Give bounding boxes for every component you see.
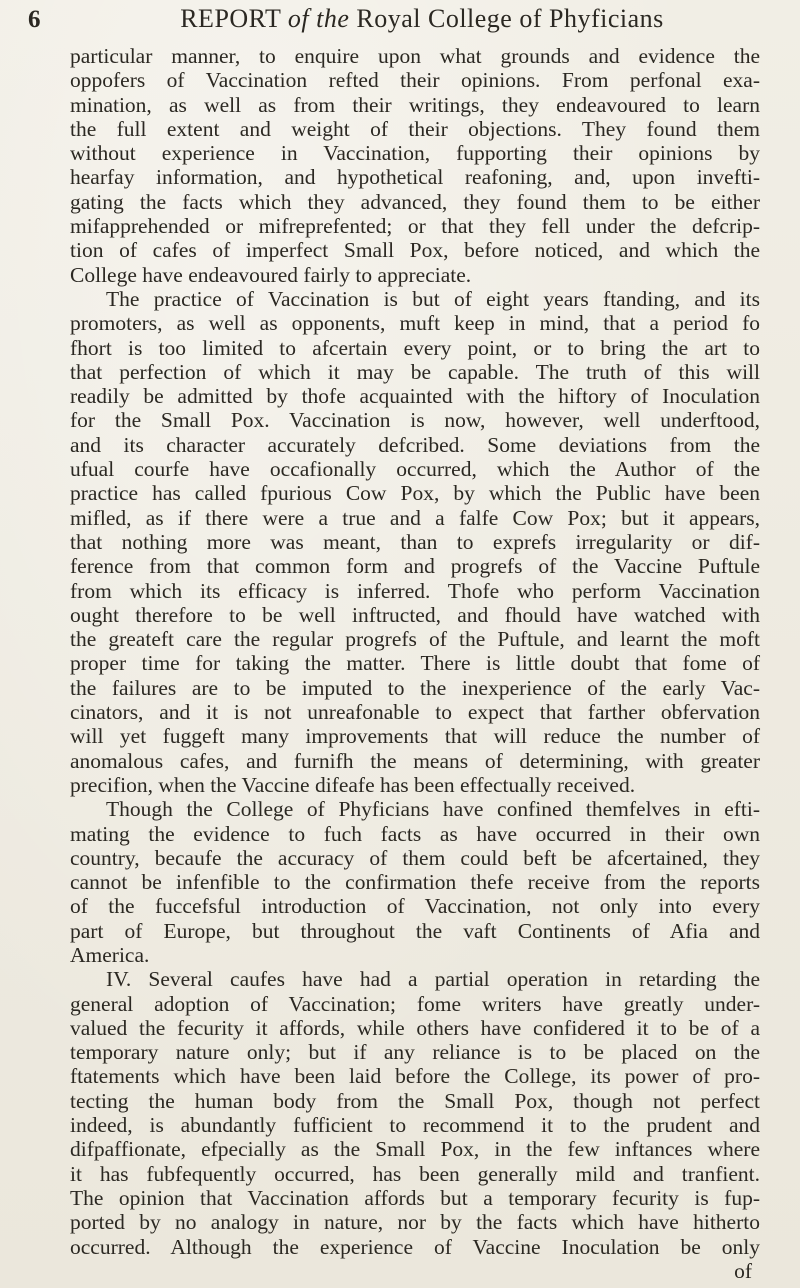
text-line: indeed, is abundantly fufficient to recommend it to the prudent and [70,1113,760,1138]
text-line: will yet fuggeft many improvements that will reduce the number of [70,724,760,749]
text-line: promoters, as well as opponents, muft keep in mind, that a period fo [70,311,760,336]
text-line: cinators, and it is not unreafonable to expect that farther obfervation [70,700,760,725]
text-line: gating the facts which they advanced, they found them to be either [70,189,760,214]
text-line: from which its efficacy is inferred. Thofe who perform Vaccination [70,578,760,603]
page-header [28,4,776,44]
text-line: that perfection of which it may be capable. The truth of this will [70,359,760,384]
text-line: ference from that common form and progrefs of the Vaccine Puftule [70,554,760,579]
text-line: of the fuccefsful introduction of Vaccination, not only into every [70,894,760,919]
text-line: IV. Several caufes have had a partial operation in retarding the [106,967,760,992]
text-line: College have endeavoured fairly to appreciate. [70,262,472,287]
text-line: precifion, when the Vaccine difeafe has been effectually received. [70,772,636,797]
text-line: anomalous cafes, and furnifh the means of determining, with greater [70,748,760,773]
text-line: part of Europe, but throughout the vaft Continents of Afia and [70,918,760,943]
text-line: the failures are to be imputed to the inexperience of the early Vac- [70,675,760,700]
text-line: readily be admitted by thofe acquainted with the hiftory of Inoculation [70,384,760,409]
catchword: of [734,1258,752,1283]
text-line: general adoption of Vaccination; fome writers have greatly under- [70,991,760,1016]
text-line: mination, as well as from their writings, they endeavoured to learn [70,92,760,117]
text-line: ftatements which have been laid before the College, its power of pro- [70,1064,760,1089]
text-line: tion of cafes of imperfect Small Pox, before noticed, and which the [70,238,760,263]
text-line: without experience in Vaccination, fupporting their opinions by [70,141,760,166]
text-line: ufual courfe have occafionally occurred, which the Author of the [70,457,760,482]
text-line: difpaffionate, efpecially as the Small Pox, in the few inftances where [70,1137,760,1162]
text-line: valued the fecurity it affords, while others have confidered it to be of a [70,1015,760,1040]
text-line: The practice of Vaccination is but of eight years ftanding, and its [106,286,760,311]
text-line: and its character accurately defcribed. Some deviations from the [70,432,760,457]
running-head [68,4,776,34]
text-line: occurred. Although the experience of Vaccine Inoculation be only [70,1234,760,1259]
text-line: tecting the human body from the Small Pox, though not perfect [70,1088,760,1113]
text-line: proper time for taking the matter. There is little doubt that fome of [70,651,760,676]
text-line: the greateft care the regular progrefs of the Puftule, and learnt the moft [70,627,760,652]
text-line: it has fubfequently occurred, has been generally mild and tranfient. [70,1161,760,1186]
running-head-of-the: of the [287,4,350,33]
text-line: ported by no analogy in nature, nor by the facts which have hitherto [70,1210,760,1235]
text-line: ought therefore to be well inftructed, and fhould have watched with [70,602,760,627]
running-head-college: Royal College of Phyficians [356,4,664,33]
text-line: Though the College of Phyficians have confined themfelves in efti- [106,797,760,822]
running-head-report: REPORT [180,4,281,33]
text-line: mifled, as if there were a true and a falfe Cow Pox; but it appears, [70,505,760,530]
text-line: for the Small Pox. Vaccination is now, however, well underftood, [70,408,760,433]
text-line: particular manner, to enquire upon what grounds and evidence the [70,44,760,68]
text-line: hearfay information, and hypothetical reafoning, and, upon invefti- [70,165,760,190]
text-line: cannot be infenfible to the confirmation thefe receive from the reports [70,870,760,895]
body-text [70,44,760,1283]
text-line: country, becaufe the accuracy of them could beft be afcertained, they [70,845,760,870]
text-line: oppofers of Vaccination refted their opinions. From perfonal exa- [70,68,760,93]
text-line: practice has called fpurious Cow Pox, by which the Public have been [70,481,760,506]
text-line: temporary nature only; but if any reliance is to be placed on the [70,1040,760,1065]
text-line: mifapprehended or mifreprefented; or that they fell under the defcrip- [70,214,760,239]
text-line: fhort is too limited to afcertain every point, or to bring the art to [70,335,760,360]
text-line: the full extent and weight of their objections. They found them [70,116,760,141]
text-line: that nothing more was meant, than to exprefs irregularity or dif- [70,529,760,554]
page-number: 6 [28,6,41,33]
text-line: mating the evidence to fuch facts as have occurred in their own [70,821,760,846]
text-line: The opinion that Vaccination affords but a temporary fecurity is fup- [70,1185,760,1210]
text-line: America. [70,942,150,967]
